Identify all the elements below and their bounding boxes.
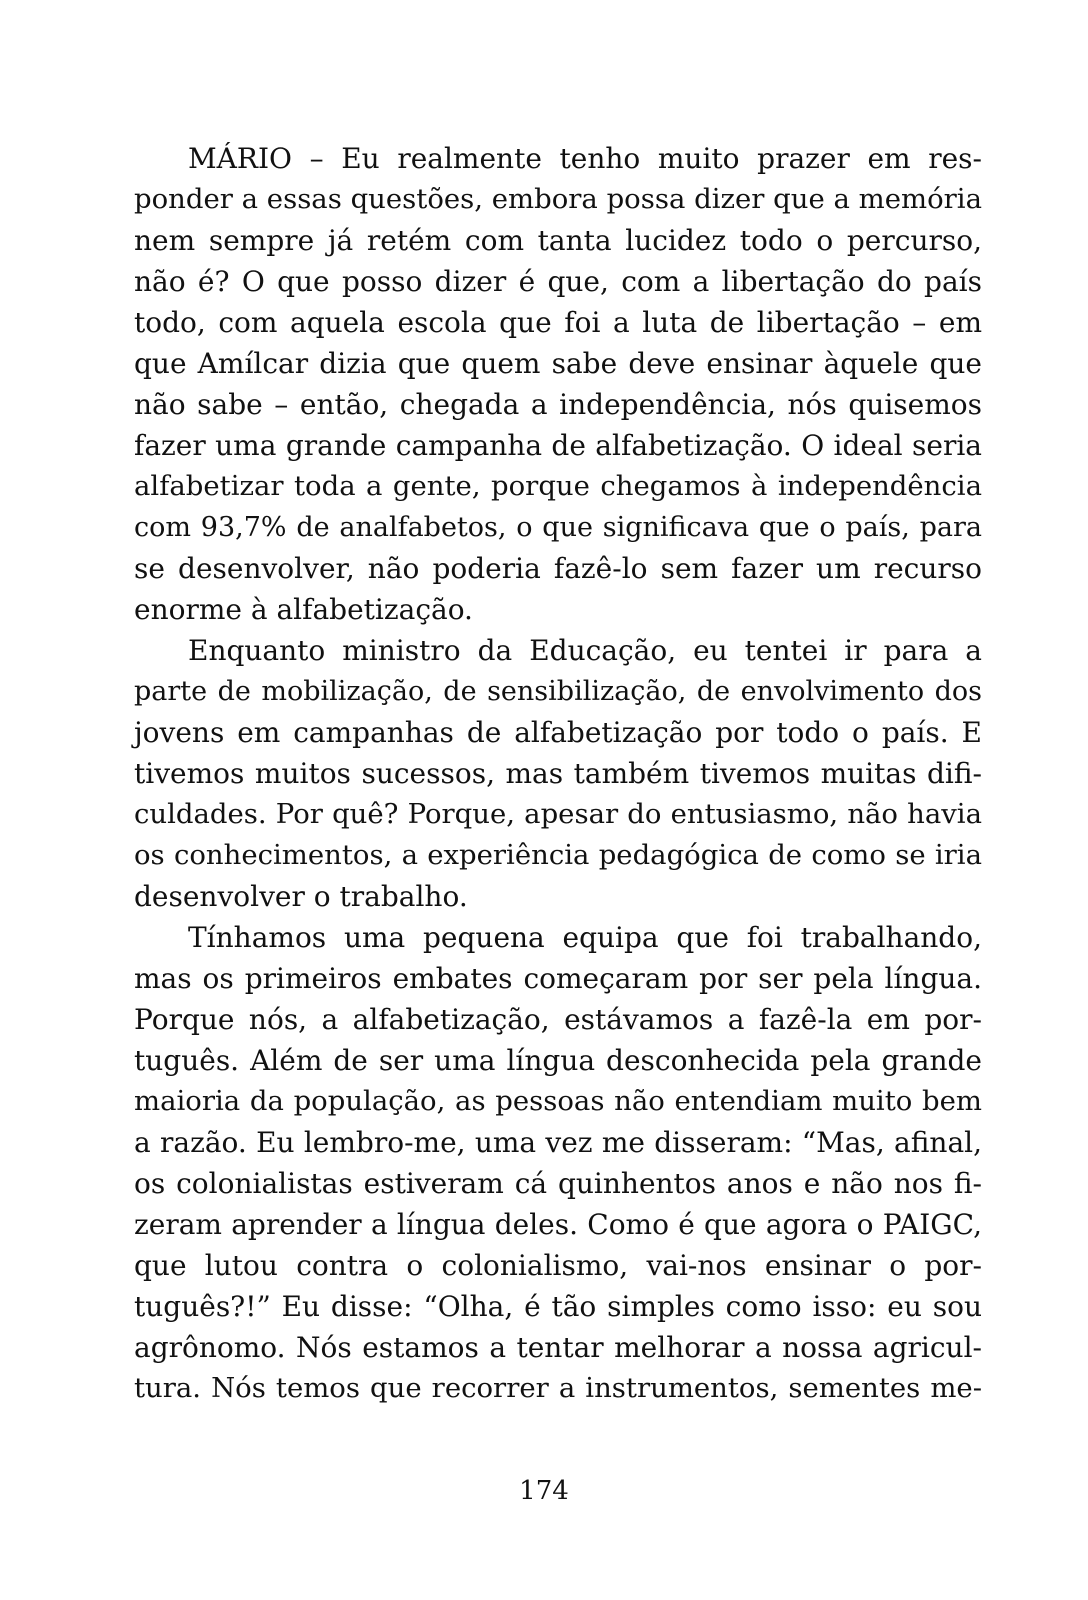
text-line: que lutou contra o colonialismo, vai-nos ensinar o por- <box>134 1249 982 1282</box>
paragraph-2 <box>134 630 982 917</box>
text-line: não sabe – então, chegada a independência, nós quisemos <box>134 388 982 421</box>
text-line: mas os primeiros embates começaram por ser pela língua. <box>134 962 982 995</box>
text-line: fazer uma grande campanha de alfabetização. O ideal seria <box>134 429 982 462</box>
text-line: jovens em campanhas de alfabetização por todo o país. E <box>134 716 982 749</box>
text-line: os conhecimentos, a experiência pedagógica de como se iria <box>134 839 982 871</box>
text-line: zeram aprender a língua deles. Como é que agora o PAIGC, <box>134 1208 982 1241</box>
text-line: não é? O que posso dizer é que, com a libertação do país <box>134 265 982 298</box>
text-line: tuguês. Além de ser uma língua desconhecida pela grande <box>134 1044 982 1077</box>
text-line: tuguês?!” Eu disse: “Olha, é tão simples como isso: eu sou <box>134 1290 982 1323</box>
text-line: parte de mobilização, de sensibilização, de envolvimento dos <box>134 676 982 707</box>
text-line: que Amílcar dizia que quem sabe deve ensinar àquele que <box>134 347 982 380</box>
text-line: MÁRIO – Eu realmente tenho muito prazer em res- <box>188 142 982 175</box>
paragraph-1 <box>134 138 982 630</box>
text-line: tura. Nós temos que recorrer a instrumentos, sementes me- <box>134 1372 982 1404</box>
text-line: se desenvolver, não poderia fazê-lo sem fazer um recurso <box>134 552 982 585</box>
text-line: todo, com aquela escola que foi a luta de libertação – em <box>134 306 982 339</box>
text-line: maioria da população, as pessoas não entendiam muito bem <box>134 1085 982 1117</box>
text-line: com 93,7% de analfabetos, o que significava que o país, para <box>134 512 982 543</box>
text-line: a razão. Eu lembro-me, uma vez me disseram: “Mas, afinal, <box>134 1126 982 1159</box>
text-line: tivemos muitos sucessos, mas também tivemos muitas difi- <box>134 757 982 790</box>
text-line: culdades. Por quê? Porque, apesar do entusiasmo, não havia <box>134 798 982 830</box>
page-number: 174 <box>519 1476 569 1506</box>
paragraph-3 <box>134 917 982 1409</box>
text-line: Porque nós, a alfabetização, estávamos a fazê-la em por- <box>134 1003 982 1036</box>
text-line: Enquanto ministro da Educação, eu tentei ir para a <box>188 634 982 667</box>
text-line: ponder a essas questões, embora possa dizer que a memória <box>134 183 982 215</box>
text-line: os colonialistas estiveram cá quinhentos anos e não nos fi- <box>134 1167 982 1200</box>
text-line: agrônomo. Nós estamos a tentar melhorar a nossa agricul- <box>134 1331 982 1364</box>
text-line: nem sempre já retém com tanta lucidez todo o percurso, <box>134 224 982 257</box>
text-line: desenvolver o trabalho. <box>134 880 468 913</box>
body-text <box>134 138 982 1409</box>
text-line: enorme à alfabetização. <box>134 593 473 626</box>
text-line: alfabetizar toda a gente, porque chegamos à independência <box>134 470 982 502</box>
text-line: Tínhamos uma pequena equipa que foi trabalhando, <box>188 921 982 954</box>
